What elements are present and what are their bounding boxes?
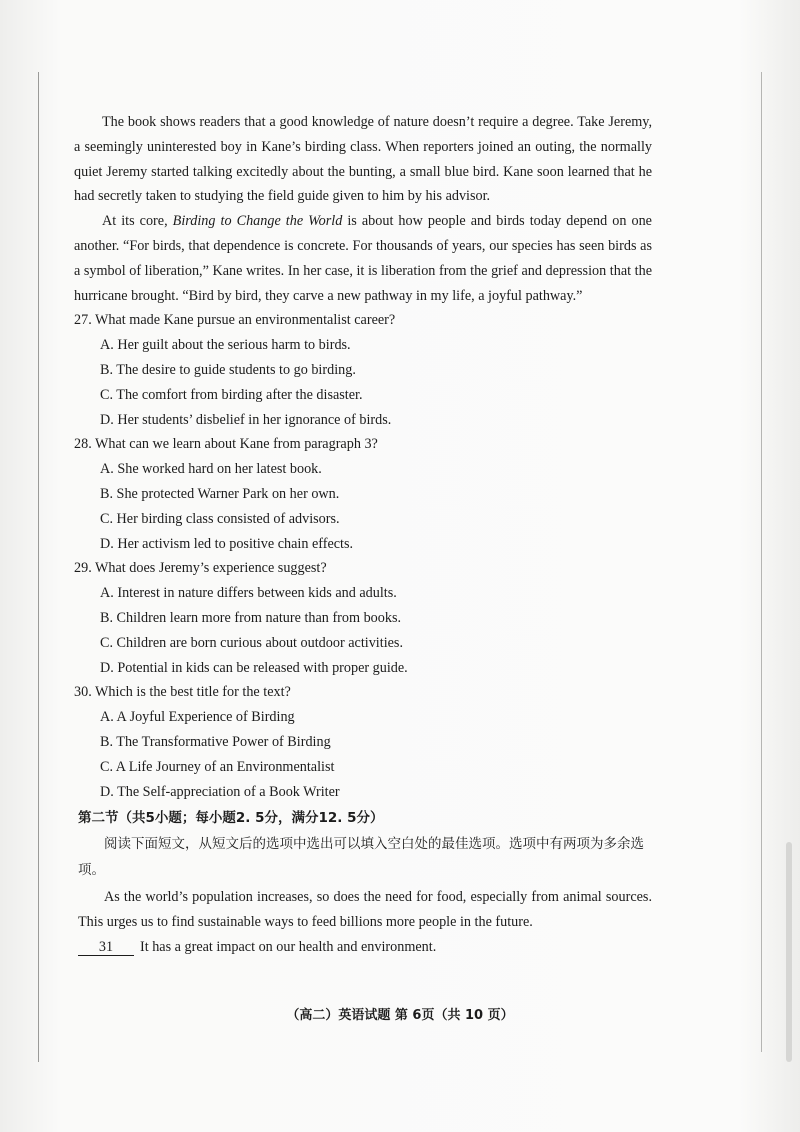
option-a: A. A Joyful Experience of Birding [100, 709, 295, 726]
option-d: D. Potential in kids can be released with proper guide. [100, 659, 408, 676]
option-c: C. Her birding class consisted of advisors. [100, 510, 340, 527]
option-b: B. Children learn more from nature than from books. [100, 609, 402, 626]
option-a: A. Interest in nature differs between kids and adults. [100, 585, 397, 602]
question-stem: 28. What can we learn about Kane from paragraph 3? [74, 436, 378, 453]
section-heading: 第二节（共5小题；每小题2. 5分，满分12. 5分） [78, 810, 384, 827]
passage-paragraph: The book shows readers that a good knowledge of nature doesn’t require a degree. Take Jeremy, a seemingly uninterested boy in Kane’s birding class. When reporters joined an outing, the normally quiet Jeremy started talking excitedly about the bunting, a small blue bird. Kane soon learned that he had secretly taken to studying the field guide given to him by his advisor. [74, 114, 652, 205]
option-d: D. Her activism led to positive chain effects. [100, 535, 354, 552]
question-stem: 30. Which is the best title for the text? [74, 684, 291, 701]
option-b: B. The Transformative Power of Birding [100, 733, 331, 750]
option-c: C. Children are born curious about outdoor activities. [100, 634, 403, 651]
option-d: D. The Self-appreciation of a Book Writer [100, 783, 340, 800]
question-30 [74, 680, 652, 804]
question-27 [74, 308, 652, 432]
question-29 [74, 556, 652, 680]
cloze-sentence: It has a great impact on our health and environment. [140, 939, 437, 956]
option-c: C. A Life Journey of an Environmentalist [100, 758, 335, 775]
option-c: C. The comfort from birding after the disaster. [100, 386, 363, 403]
option-b: B. The desire to guide students to go birding. [100, 361, 356, 378]
passage-text: At its core, [102, 213, 173, 230]
section-instructions: 阅读下面短文，从短文后的选项中选出可以填入空白处的最佳选项。选项中有两项为多余选项。 [78, 836, 644, 879]
option-d: D. Her students’ disbelief in her ignorance of birds. [100, 411, 392, 428]
blank-31: 31 [78, 939, 134, 956]
scrollbar[interactable] [786, 842, 792, 1062]
option-a: A. Her guilt about the serious harm to birds. [100, 337, 351, 354]
option-a: A. She worked hard on her latest book. [100, 461, 322, 478]
question-stem: 29. What does Jeremy’s experience suggest? [74, 560, 327, 577]
passage-text: is about how people and birds today depend on one another. “For birds, that dependence is concrete. For thousands of years, our species has seen birds as a symbol of liberation,” Kane writes. In her case, it is liberation from the grief and depression that the hurricane brought. “Bird by bird, they carve a new pathway in my life, a joyful pathway.” [74, 213, 652, 304]
option-b: B. She protected Warner Park on her own. [100, 485, 340, 502]
page-content [74, 110, 652, 960]
cloze-line [78, 935, 652, 960]
cloze-paragraph: As the world’s population increases, so does the need for food, especially from animal sources. This urges us to find sustainable ways to feed billions more people in the future. [78, 889, 652, 931]
left-margin-line [38, 72, 39, 1062]
right-margin-line [761, 72, 762, 1052]
passage-paragraph [74, 209, 652, 308]
book-title: Birding to Change the World [172, 213, 343, 230]
question-stem: 27. What made Kane pursue an environmentalist career? [74, 312, 396, 329]
question-28 [74, 432, 652, 556]
page-footer: （高二）英语试题 第 6页（共 10 页） [286, 1008, 514, 1023]
